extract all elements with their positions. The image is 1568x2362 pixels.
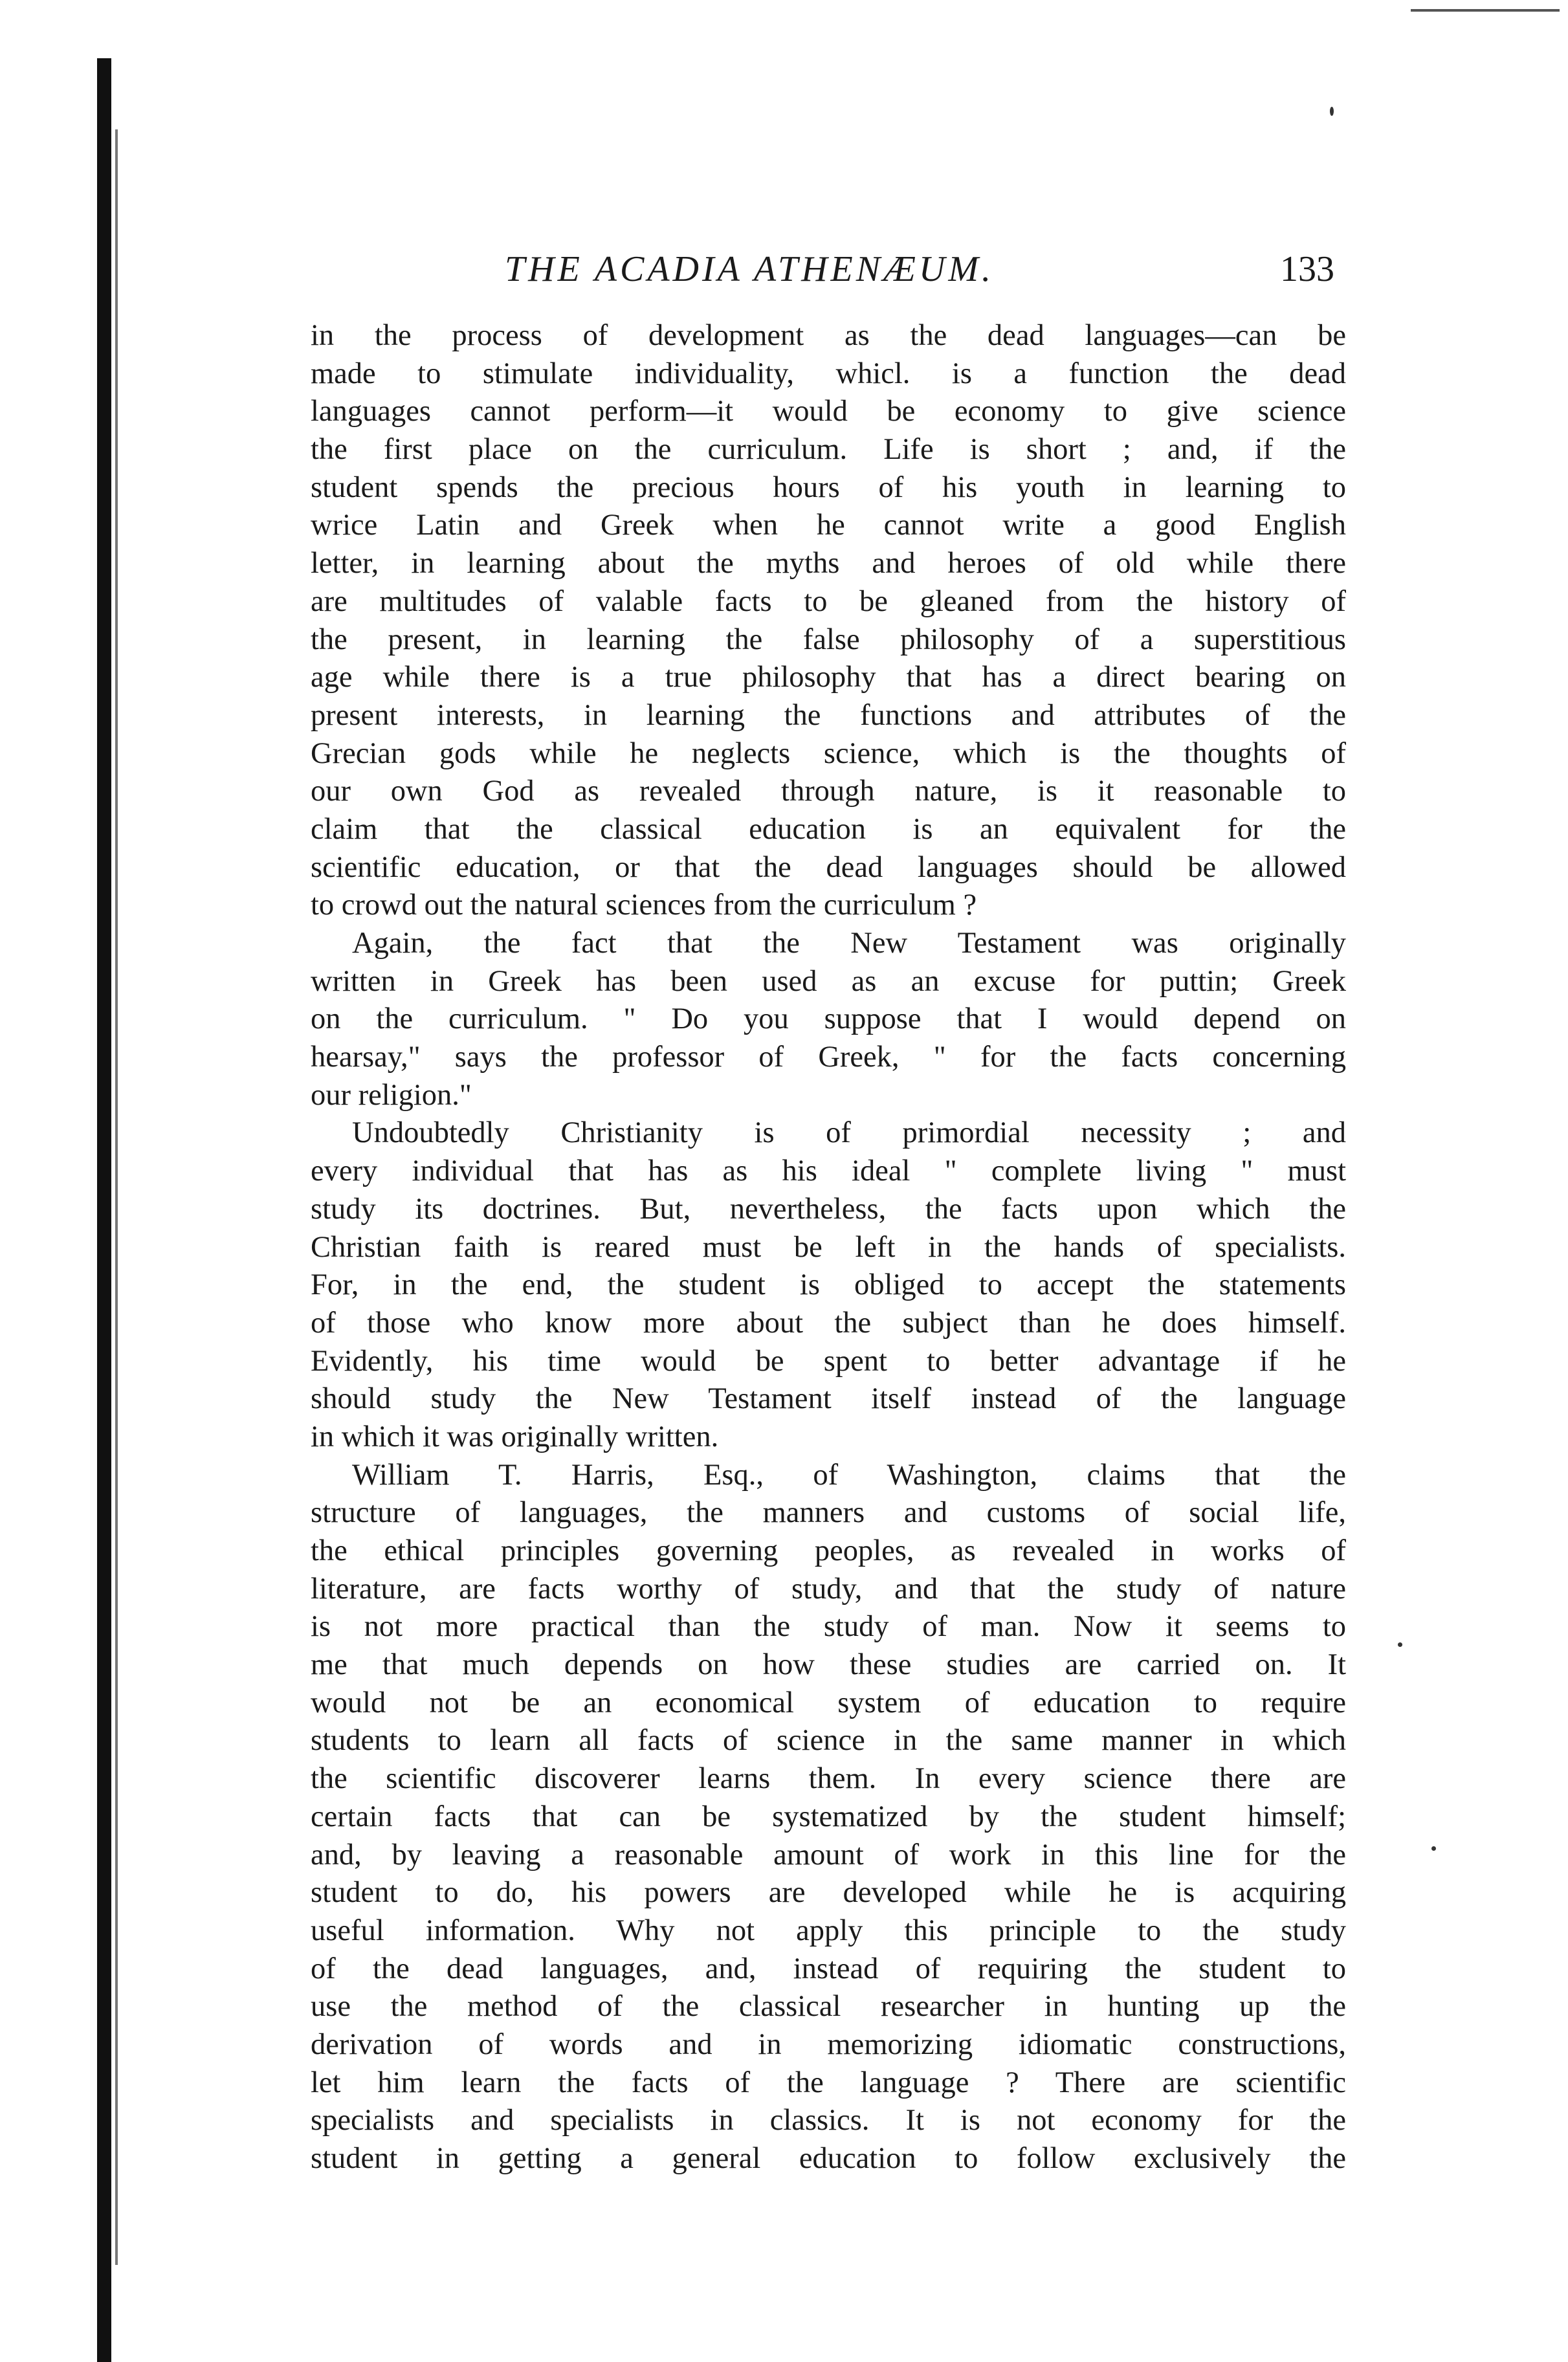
text-line: Evidently, his time would be spent to better advantage if he bbox=[311, 1344, 1346, 1378]
text-line: the scientific discoverer learns them. In every science there are bbox=[311, 1762, 1346, 1796]
text-line: are multitudes of valable facts to be gleaned from the history of bbox=[311, 584, 1346, 618]
ink-speck bbox=[1398, 1642, 1402, 1647]
text-line: letter, in learning about the myths and heroes of old while there bbox=[311, 547, 1346, 580]
text-line: our own God as revealed through nature, is it reasonable to bbox=[311, 775, 1346, 808]
text-line: our religion." bbox=[311, 1078, 472, 1112]
page-number: 133 bbox=[1280, 249, 1334, 289]
journal-title: THE ACADIA ATHENÆUM. bbox=[505, 249, 994, 289]
text-line: derivation of words and in memorizing idiomatic constructions, bbox=[311, 2027, 1346, 2061]
running-head bbox=[317, 243, 1340, 295]
text-line: every individual that has as his ideal " complete living " must bbox=[311, 1154, 1346, 1188]
page-edge-rule bbox=[1411, 9, 1560, 12]
text-line: students to learn all facts of science in the same manner in which bbox=[311, 1724, 1346, 1758]
text-line: written in Greek has been used as an excuse for puttin; Greek bbox=[311, 964, 1346, 998]
text-line: claim that the classical education is an equivalent for the bbox=[311, 812, 1346, 846]
text-line: useful information. Why not apply this principle to the study bbox=[311, 1914, 1346, 1947]
text-line: student to do, his powers are developed while he is acquiring bbox=[311, 1876, 1346, 1910]
text-line: made to stimulate individuality, whicl. is a function the dead bbox=[311, 357, 1346, 390]
text-line: in the process of development as the dead languages—can be bbox=[311, 319, 1346, 352]
text-line: age while there is a true philosophy that has a direct bearing on bbox=[311, 661, 1346, 694]
text-line: certain facts that can be systematized by the student himself; bbox=[311, 1800, 1346, 1833]
ink-speck bbox=[1330, 107, 1334, 116]
text-line: student in getting a general education to follow exclusively the bbox=[311, 2142, 1346, 2175]
text-line: Again, the fact that the New Testament was originally bbox=[352, 927, 1346, 960]
text-line: student spends the precious hours of his youth in learning to bbox=[311, 470, 1346, 504]
text-line: let him learn the facts of the language ? There are scientific bbox=[311, 2066, 1346, 2099]
text-line: the present, in learning the false philosophy of a superstitious bbox=[311, 623, 1346, 656]
binding-edge-line bbox=[115, 129, 118, 2265]
text-line: on the curriculum. " Do you suppose that I would depend on bbox=[311, 1002, 1346, 1036]
ink-speck bbox=[1431, 1846, 1436, 1851]
text-line: specialists and specialists in classics. It is not economy for the bbox=[311, 2104, 1346, 2137]
text-line: use the method of the classical researcher in hunting up the bbox=[311, 1990, 1346, 2024]
text-line: Christian faith is reared must be left in the hands of specialists. bbox=[311, 1230, 1346, 1264]
text-line: Grecian gods while he neglects science, which is the thoughts of bbox=[311, 736, 1346, 770]
text-line: the ethical principles governing peoples, as revealed in works of bbox=[311, 1534, 1346, 1567]
text-line: wrice Latin and Greek when he cannot write a good English bbox=[311, 509, 1346, 542]
text-line: would not be an economical system of education to require bbox=[311, 1686, 1346, 1719]
text-line: is not more practical than the study of man. Now it seems to bbox=[311, 1610, 1346, 1644]
text-line: of the dead languages, and, instead of requiring the student to bbox=[311, 1952, 1346, 1985]
text-line: me that much depends on how these studies are carried on. It bbox=[311, 1648, 1346, 1682]
text-line: scientific education, or that the dead languages should be allowed bbox=[311, 850, 1346, 884]
text-line: study its doctrines. But, nevertheless, the facts upon which the bbox=[311, 1192, 1346, 1226]
text-line: languages cannot perform—it would be economy to give science bbox=[311, 395, 1346, 428]
text-line: William T. Harris, Esq., of Washington, claims that the bbox=[352, 1458, 1346, 1492]
text-line: literature, are facts worthy of study, and that the study of nature bbox=[311, 1572, 1346, 1606]
article-body bbox=[311, 317, 1346, 2178]
text-line: to crowd out the natural sciences from the curriculum ? bbox=[311, 889, 977, 922]
text-line: present interests, in learning the functions and attributes of the bbox=[311, 698, 1346, 732]
text-line: the first place on the curriculum. Life is short ; and, if the bbox=[311, 433, 1346, 467]
text-line: should study the New Testament itself instead of the language bbox=[311, 1382, 1346, 1416]
text-line: of those who know more about the subject than he does himself. bbox=[311, 1306, 1346, 1340]
binding-shadow bbox=[97, 58, 111, 2362]
text-line: in which it was originally written. bbox=[311, 1420, 719, 1453]
text-line: structure of languages, the manners and customs of social life, bbox=[311, 1496, 1346, 1530]
text-line: and, by leaving a reasonable amount of work in this line for the bbox=[311, 1838, 1346, 1871]
text-line: hearsay," says the professor of Greek, " for the facts concerning bbox=[311, 1041, 1346, 1074]
text-line: Undoubtedly Christianity is of primordial necessity ; and bbox=[352, 1116, 1346, 1150]
text-line: For, in the end, the student is obliged to accept the statements bbox=[311, 1268, 1346, 1302]
